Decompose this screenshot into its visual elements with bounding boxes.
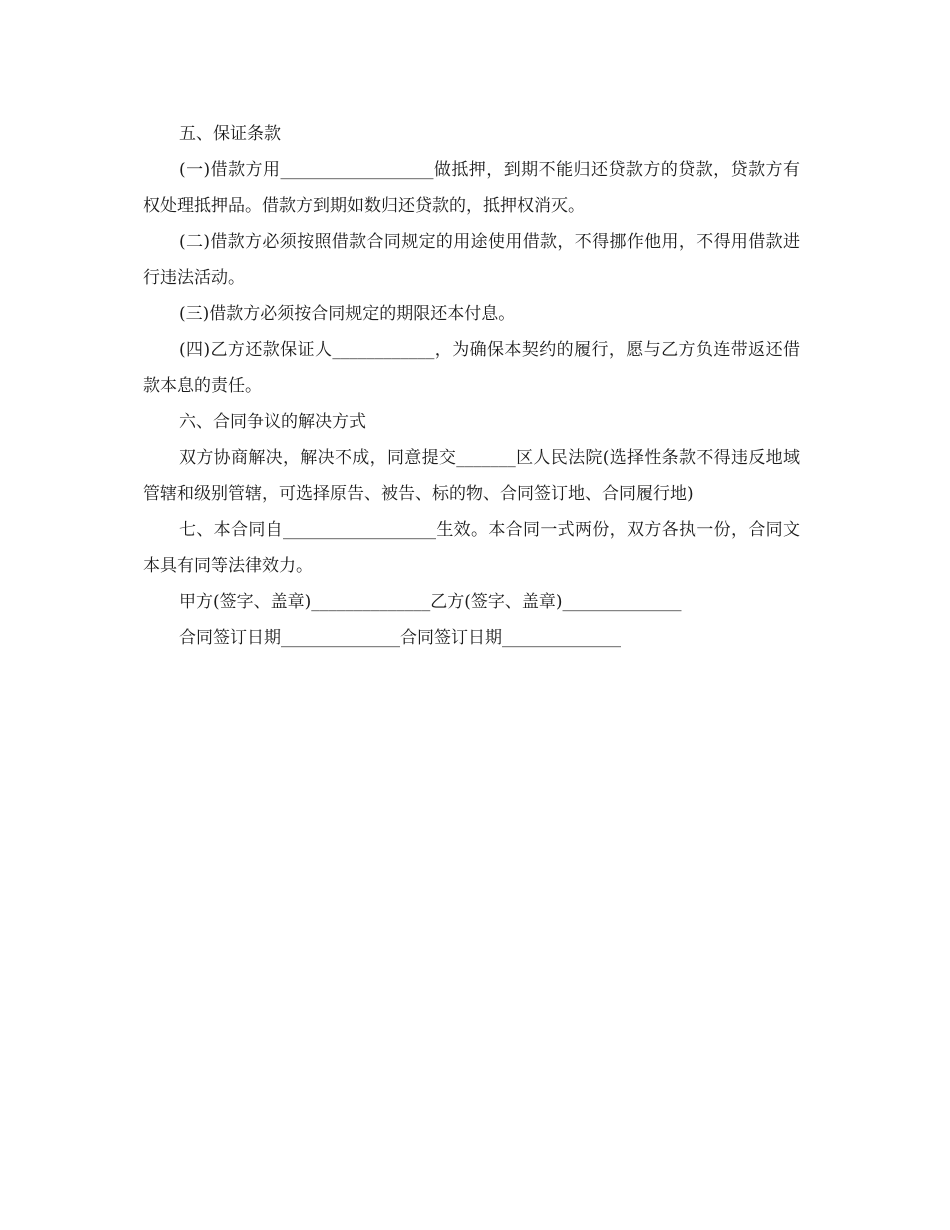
party-a-signing-date: 合同签订日期______________: [179, 628, 400, 648]
party-b-signing-date: 合同签订日期______________: [400, 628, 621, 648]
signing-date-row: [143, 620, 800, 656]
clause-5-4: (四)乙方还款保证人____________，为确保本契约的履行，愿与乙方负连带返还借款本息的责任。: [143, 340, 800, 396]
section-five-heading: 五、保证条款: [179, 124, 281, 144]
section-seven: 七、本合同自__________________生效。本合同一式两份，双方各执一份，合同文本具有同等法律效力。: [143, 520, 800, 576]
clause-6-1: 双方协商解决，解决不成，同意提交_______区人民法院(选择性条款不得违反地域管辖和级别管辖，可选择原告、被告、标的物、合同签订地、合同履行地): [143, 448, 800, 504]
signature-row: [143, 584, 800, 620]
clause-5-1: (一)借款方用__________________做抵押，到期不能归还贷款方的贷款，贷款方有权处理抵押品。借款方到期如数归还贷款的，抵押权消灭。: [143, 160, 800, 216]
party-b-signature: 乙方(签字、盖章)______________: [430, 592, 682, 612]
clause-5-3: (三)借款方必须按合同规定的期限还本付息。: [179, 304, 516, 324]
section-six-heading: 六、合同争议的解决方式: [179, 412, 366, 432]
party-a-signature: 甲方(签字、盖章)______________: [179, 592, 431, 612]
clause-5-2: (二)借款方必须按照借款合同规定的用途使用借款，不得挪作他用，不得用借款进行违法活动。: [143, 232, 800, 288]
